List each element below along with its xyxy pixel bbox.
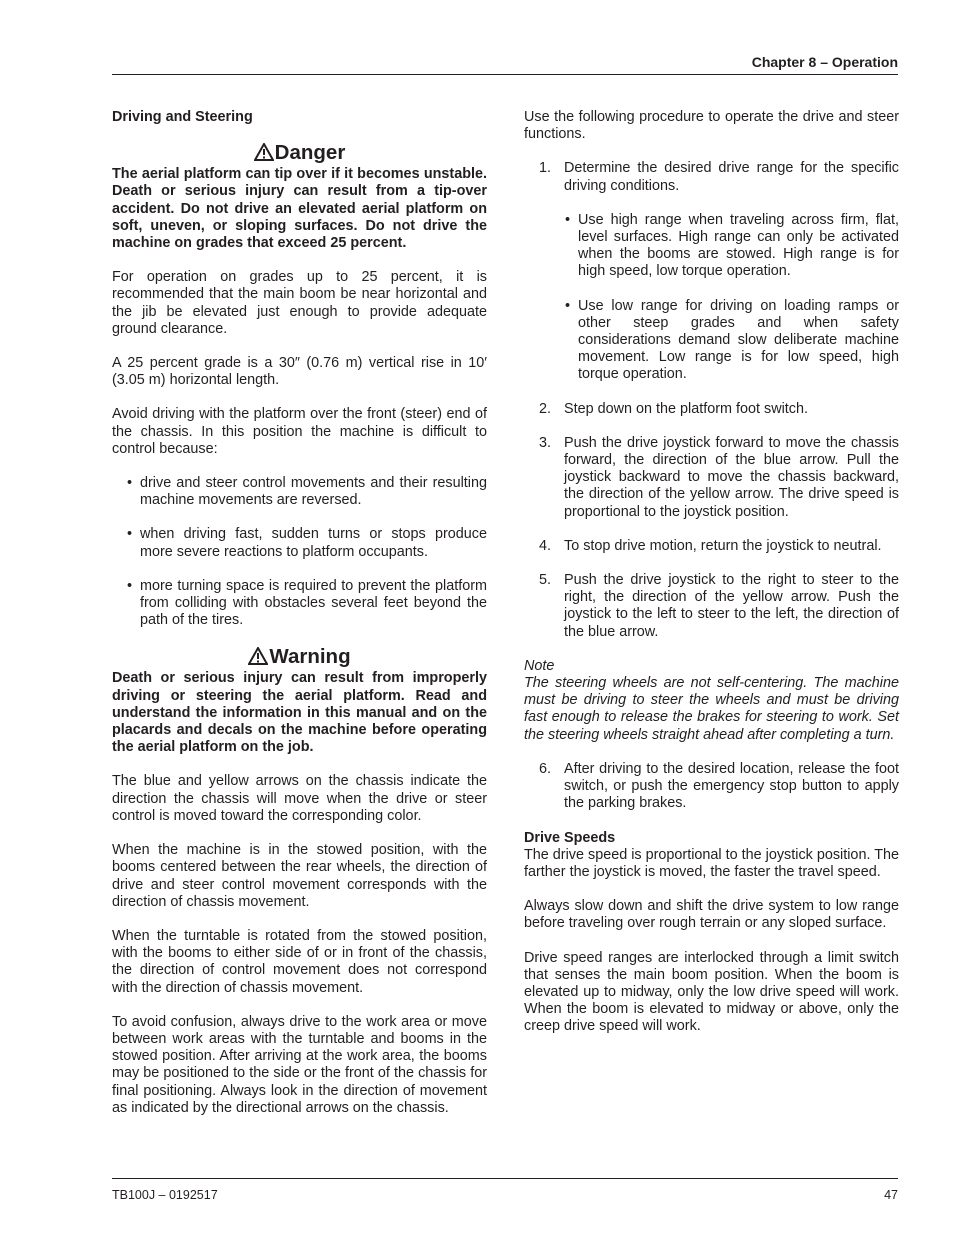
warning-signal [112, 646, 487, 668]
step-text: After driving to the desired location, release the foot switch, or push the emergency stop button to apply the parking brakes. [564, 760, 899, 812]
list-item: • more turning space is required to prevent the platform from colliding with obstacles several feet beyond the path of the tires. [140, 578, 487, 630]
drive-speeds-heading: Drive Speeds [524, 829, 616, 846]
step-text: Push the drive joystick to the right to steer to the right, the direction of the yellow arrow. Push the joystick to the left to steer to the left, the direction of the blue arrow. [564, 572, 899, 640]
step-number: 4. [539, 537, 552, 554]
procedure-steps [524, 160, 899, 640]
step-text: Push the drive joystick forward to move the chassis forward, the direction of the blue arrow. Pull the joystick backward to move the chassis backward, the direction of the yellow arrow. The drive speed is proportional to the joystick position. [564, 434, 899, 520]
step-item [539, 572, 899, 641]
procedure-steps-continued [524, 761, 899, 813]
step-number: 2. [539, 400, 552, 417]
drive-speeds-paragraph: The drive speed is proportional to the joystick position. The farther the joystick is moved, the faster the travel speed. [524, 846, 899, 880]
step-item [539, 160, 899, 383]
step-text: Determine the desired drive range for the specific driving conditions. [564, 160, 899, 194]
range-options-list [564, 212, 899, 384]
right-column [524, 109, 899, 1053]
step-item [539, 434, 899, 521]
note-label: Note [524, 657, 555, 674]
warning-triangle-icon [254, 143, 274, 161]
step-number: 5. [539, 572, 552, 589]
step-item [539, 537, 899, 555]
warning-title: Warning [269, 645, 351, 669]
step-item [539, 400, 899, 418]
paragraph-grade-definition: A 25 percent grade is a 30″ (0.76 m) vertical rise in 10′ (3.05 m) horizontal length. [112, 355, 487, 389]
note-text: The steering wheels are not self-centering. The machine must be driving to steer the wheels and must be driving fast enough to release the brakes for steering to work. Set the steering wheels straight ahead after completing a turn. [524, 675, 899, 743]
step-number: 1. [539, 160, 552, 177]
danger-text: The aerial platform can tip over if it becomes unstable. Death or serious injury can result from a tip-over accident. Do not drive an elevated aerial platform on soft, uneven, or sloping surfaces. Do not drive the machine on grades that exceed 25 percent. [112, 166, 487, 252]
document-id: TB100J – 0192517 [112, 1188, 218, 1202]
danger-signal [112, 142, 487, 164]
step-text: Step down on the platform foot switch. [564, 400, 808, 417]
page-header [112, 52, 898, 75]
list-item: • drive and steer control movements and their resulting machine movements are reversed. [140, 475, 487, 509]
list-item: • when driving fast, sudden turns or stops produce more severe reactions to platform occupants. [140, 526, 487, 560]
section-heading: Driving and Steering [112, 109, 253, 125]
step-text: To stop drive motion, return the joystick to neutral. [564, 537, 882, 554]
list-item: • Use low range for driving on loading ramps or other steep grades and when safety considerations demand slow deliberate machine movement. Low range is for low speed, high torque operation. [578, 298, 899, 384]
procedure-intro: Use the following procedure to operate the drive and steer functions. [524, 109, 899, 143]
paragraph-avoid-confusion: To avoid confusion, always drive to the work area or move between work areas with the turntable and booms in the stowed position. After arriving at the work area, the booms may be positioned to the side or the front of the chassis for final positioning. Always look in the direction of movement as indicated by the directional arrows on the chassis. [112, 1013, 487, 1116]
left-column [112, 109, 487, 1134]
paragraph-stowed: When the machine is in the stowed position, with the booms centered between the rear wheels, the direction of drive and steer control movement corresponds with the direction of chassis movement. [112, 842, 487, 910]
paragraph-avoid-driving: Avoid driving with the platform over the front (steer) end of the chassis. In this position the machine is difficult to control because: [112, 406, 487, 457]
drive-speeds-paragraph: Drive speed ranges are interlocked through a limit switch that senses the main boom position. When the boom is elevated up to midway, only the low drive speed will work. When the boom is elevated to midway or above, only the creep drive speed will work. [524, 949, 899, 1035]
danger-title: Danger [274, 141, 346, 165]
paragraph-arrows: The blue and yellow arrows on the chassis indicate the direction the chassis will move when the drive or steer control is moved toward the corresponding color. [112, 773, 487, 824]
step-number: 3. [539, 434, 552, 451]
step-item [539, 760, 899, 813]
chapter-title: Chapter 8 – Operation [751, 54, 898, 70]
list-item: • Use high range when traveling across firm, flat, level surfaces. High range can only be activated when the booms are stowed. High range is for high speed, low torque operation. [578, 212, 899, 281]
reasons-list [112, 475, 487, 629]
page-number: 47 [884, 1188, 898, 1202]
drive-speeds-paragraph: Always slow down and shift the drive system to low range before traveling over rough terrain or any sloped surface. [524, 898, 899, 932]
paragraph-rotated: When the turntable is rotated from the stowed position, with the booms to either side of or in front of the chassis, the direction of control movement does not correspond with the direction of chassis movement. [112, 927, 487, 996]
warning-text: Death or serious injury can result from improperly driving or steering the aerial platform. Read and understand the information in this manual and on the placards and decals on the machine before operating the aerial platform on the job. [112, 670, 487, 756]
page-footer [112, 1178, 898, 1202]
step-number: 6. [539, 760, 552, 777]
warning-triangle-icon [248, 647, 268, 665]
paragraph-grades: For operation on grades up to 25 percent, it is recommended that the main boom be near horizontal and the jib be elevated just enough to provide adequate ground clearance. [112, 269, 487, 337]
